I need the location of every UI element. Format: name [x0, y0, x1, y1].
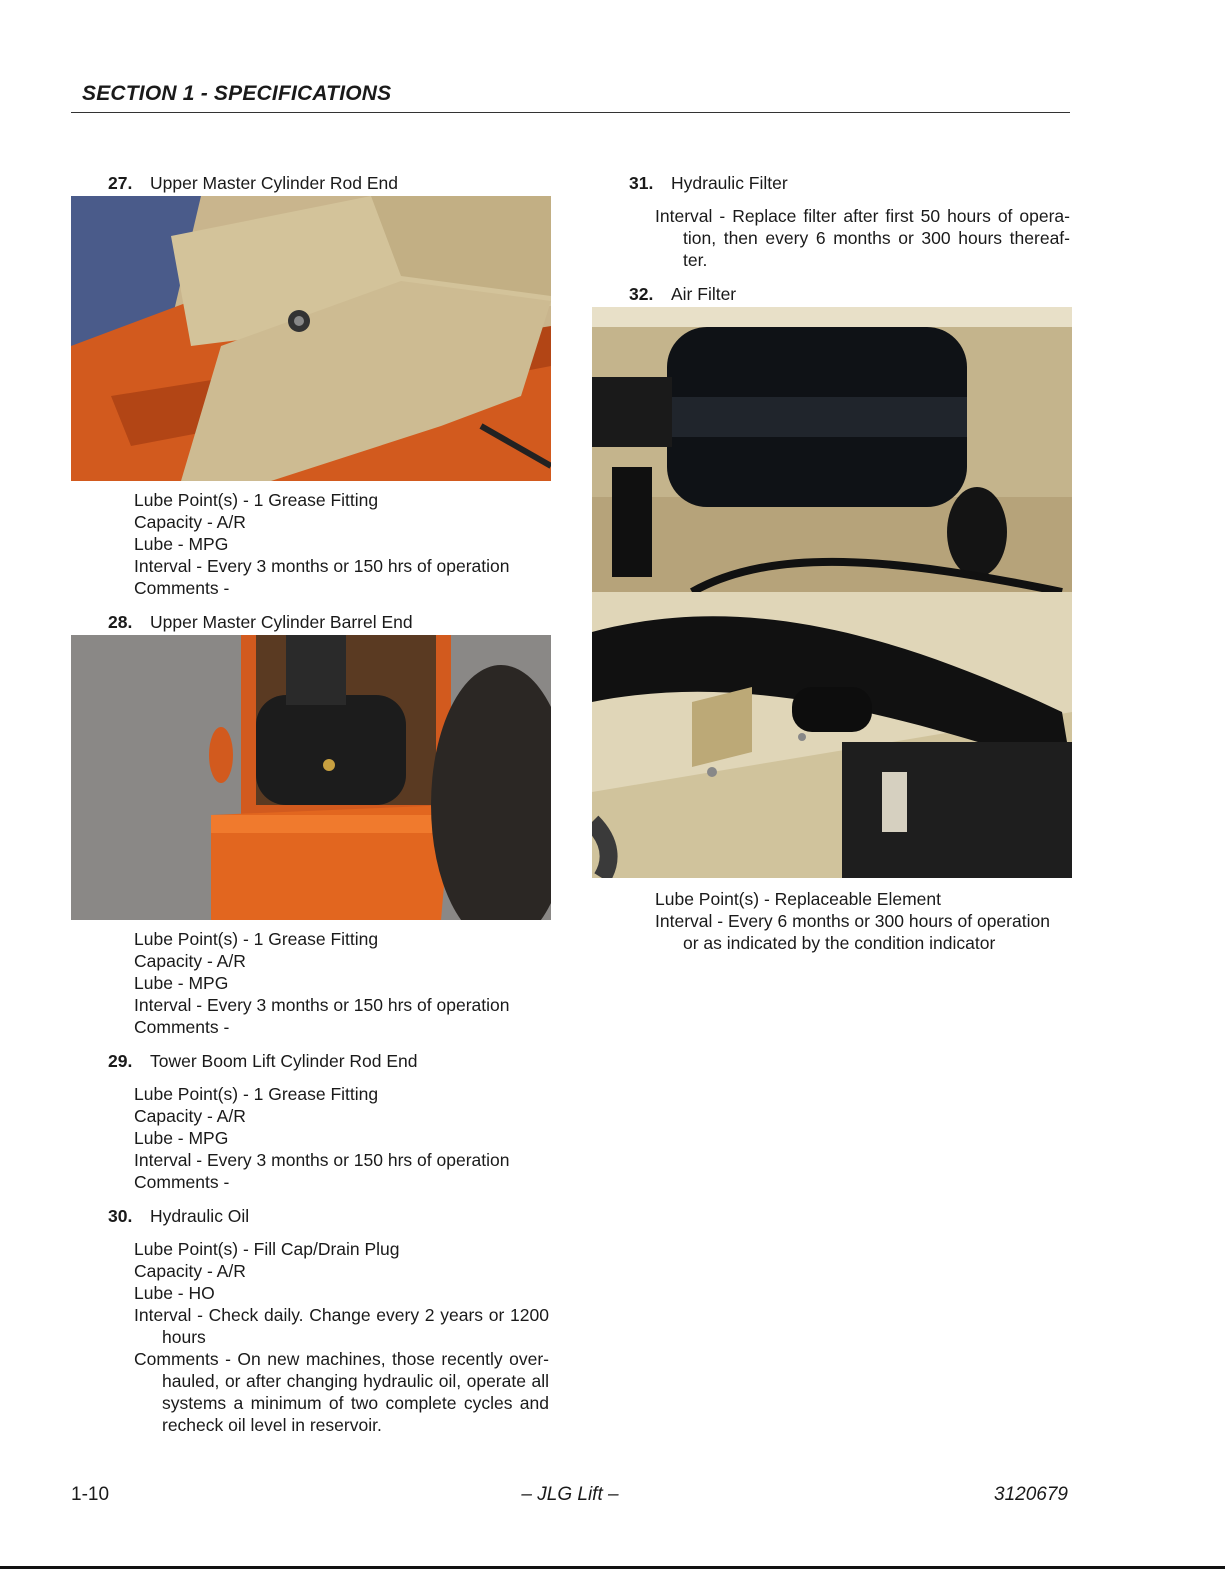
photo-air-filter-bottom: [592, 592, 1072, 878]
footer-brand: – JLG Lift –: [521, 1484, 619, 1505]
spec-line: Lube Point(s) - 1 Grease Fitting: [134, 1084, 379, 1104]
left-column: [71, 172, 553, 1436]
spec-line: Interval - Every 3 months or 150 hrs of operation: [134, 995, 510, 1015]
item-title: Tower Boom Lift Cylinder Rod End: [150, 1051, 418, 1071]
item-number: 29.: [108, 1051, 133, 1071]
photo-air-filter-top: [592, 307, 1072, 592]
document-number: 3120679: [994, 1484, 1068, 1505]
item-number: 27.: [108, 173, 133, 193]
item-30-title-row: [108, 1205, 553, 1227]
item-title: Hydraulic Filter: [671, 173, 788, 193]
spec-line: Lube - MPG: [134, 534, 229, 554]
bottom-rule: [0, 1566, 1225, 1569]
item-number: 30.: [108, 1206, 133, 1226]
item-29-specs: [134, 1083, 553, 1193]
page-number: 1-10: [71, 1484, 110, 1505]
header-rule: [71, 112, 1070, 113]
spec-line: Capacity - A/R: [134, 951, 246, 971]
item-number: 28.: [108, 612, 133, 632]
spec-line: Interval - Every 6 months or 300 hours of operation or as indicated by the condition indicator: [655, 911, 1050, 953]
item-27-specs: [134, 489, 553, 599]
spec-line: Comments -: [134, 1017, 230, 1037]
item-number: 31.: [629, 173, 654, 193]
spec-line: Interval - Every 3 months or 150 hrs of operation: [134, 556, 510, 576]
item-28-title-row: [108, 611, 553, 633]
spec-line: Capacity - A/R: [134, 512, 246, 532]
item-27-title-row: [108, 172, 553, 194]
item-title: Upper Master Cylinder Barrel End: [150, 612, 413, 632]
item-title: Hydraulic Oil: [150, 1206, 250, 1226]
item-31-specs: [655, 205, 1070, 271]
spec-line: Capacity - A/R: [134, 1106, 246, 1126]
spec-line: Lube Point(s) - Replaceable Element: [655, 889, 941, 909]
section-header: SECTION 1 - SPECIFICATIONS: [82, 82, 392, 105]
item-28-specs: [134, 928, 553, 1038]
spec-line: Lube Point(s) - 1 Grease Fitting: [134, 929, 379, 949]
photo-upper-master-rod-end: [71, 196, 551, 481]
item-29-title-row: [108, 1050, 553, 1072]
item-30-specs: [134, 1238, 549, 1436]
spec-line: Comments - On new machines, those recently over-hauled, or after changing hydraulic oil, operate all systems a minimum of two complete cycles and recheck oil level in reservoir.: [134, 1349, 549, 1435]
spec-line: Interval - Check daily. Change every 2 years or 1200 hours: [134, 1305, 549, 1347]
spec-line: Comments -: [134, 578, 230, 598]
spec-line: Interval - Replace filter after first 50 hours of opera-tion, then every 6 months or 300 hours thereaf-ter.: [655, 206, 1070, 270]
spec-line: Lube Point(s) - 1 Grease Fitting: [134, 490, 379, 510]
right-column: [592, 172, 1074, 954]
item-31-title-row: [629, 172, 1074, 194]
spec-line: Lube - HO: [134, 1283, 215, 1303]
item-32-specs: [655, 888, 1070, 954]
item-title: Upper Master Cylinder Rod End: [150, 173, 399, 193]
item-32-title-row: [629, 283, 1074, 305]
item-number: 32.: [629, 284, 654, 304]
spec-line: Capacity - A/R: [134, 1261, 246, 1281]
spec-line: Lube - MPG: [134, 1128, 229, 1148]
photo-upper-master-barrel-end: [71, 635, 551, 920]
spec-line: Lube Point(s) - Fill Cap/Drain Plug: [134, 1239, 400, 1259]
spec-line: Interval - Every 3 months or 150 hrs of operation: [134, 1150, 510, 1170]
spec-line: Comments -: [134, 1172, 230, 1192]
item-title: Air Filter: [671, 284, 737, 304]
spec-line: Lube - MPG: [134, 973, 229, 993]
